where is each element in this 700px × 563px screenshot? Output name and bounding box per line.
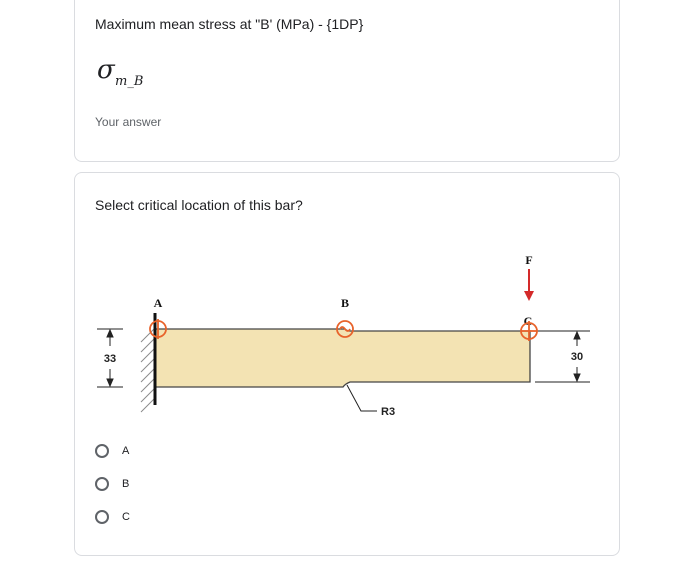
dimension-right-label: 30 bbox=[570, 351, 584, 363]
question-title: Select critical location of this bar? bbox=[95, 197, 303, 213]
option-a[interactable] bbox=[95, 441, 129, 461]
force-arrow-head bbox=[524, 291, 534, 301]
sigma-subscript: m_B bbox=[115, 74, 144, 89]
sigma-symbol: σ bbox=[97, 55, 115, 85]
point-a-label: A bbox=[153, 296, 163, 310]
question-card-critical-location bbox=[74, 172, 620, 556]
point-c-label: C bbox=[523, 314, 533, 328]
option-b-label: B bbox=[122, 478, 130, 490]
force-f-label: F bbox=[525, 253, 533, 267]
radius-leader bbox=[347, 385, 377, 411]
radio-b-icon[interactable] bbox=[95, 477, 109, 491]
question-card-stress bbox=[74, 0, 620, 162]
point-b-label: B bbox=[340, 296, 350, 310]
radio-a-icon[interactable] bbox=[95, 444, 109, 458]
question-title: Maximum mean stress at "B' (MPa) - {1DP} bbox=[95, 16, 364, 32]
answer-input[interactable]: Your answer bbox=[95, 115, 162, 129]
option-c[interactable] bbox=[95, 507, 130, 527]
bar-diagram bbox=[95, 239, 595, 439]
radio-c-icon[interactable] bbox=[95, 510, 109, 524]
option-a-label: A bbox=[122, 445, 130, 457]
radius-label: R3 bbox=[381, 406, 396, 418]
wall-hatching bbox=[141, 328, 155, 412]
dimension-left-label: 33 bbox=[103, 353, 117, 365]
bar-body bbox=[155, 329, 530, 387]
option-c-label: C bbox=[122, 511, 130, 523]
option-b[interactable] bbox=[95, 474, 129, 494]
